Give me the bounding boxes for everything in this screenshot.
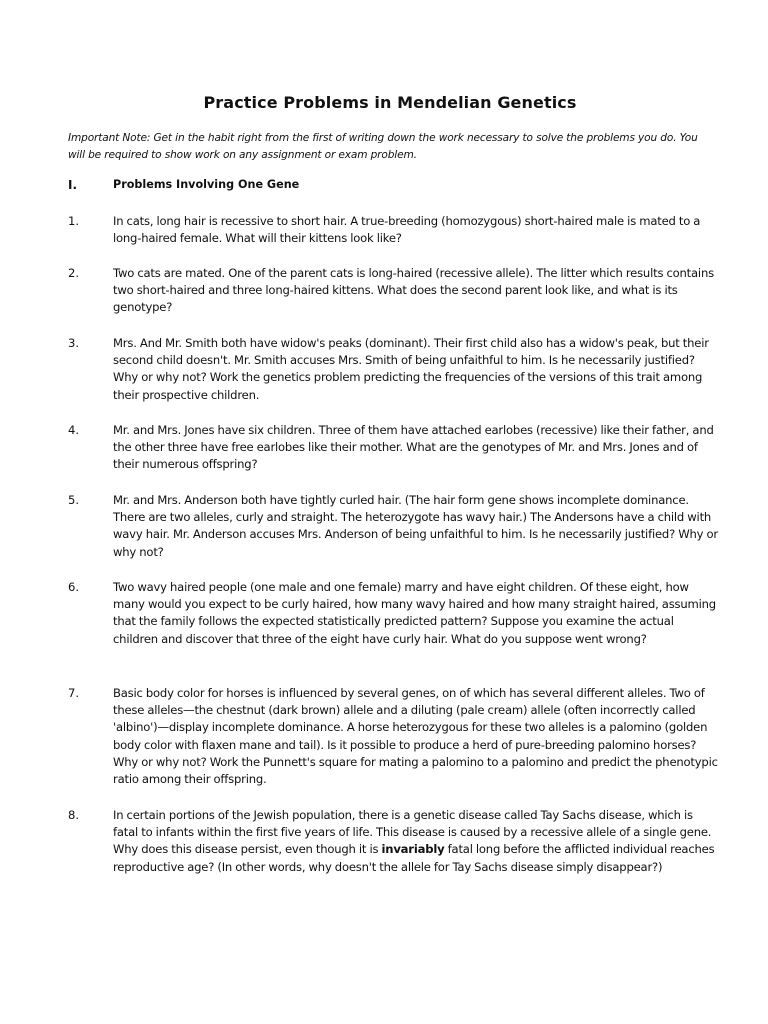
page-title: Practice Problems in Mendelian Genetics [203, 93, 577, 112]
problem-number: 4. [68, 423, 80, 437]
problem-text: Basic body color for horses is influenced by several genes, on of which has several different alleles. Two of these alleles—the chestnut (dark brown) allele and a diluting (pale cream) allele (often incorrectly called 'albino')—display incomplete dominance. A horse heterozygous for these two alleles is a palomino (golden body color with flaxen mane and tail). Is it possible to produce a herd of pure-breeding palomino horses? Why or why not? Work the Punnett's square for mating a palomino to a palomino and predict the phenotypic ratio among their offspring. [113, 686, 718, 787]
important-note: Important Note: Get in the habit right from the first of writing down the work necessary to solve the problems you do. You will be required to show work on any assignment or exam problem. [68, 132, 698, 161]
emphasized-word: invariably [381, 842, 445, 857]
problem-number: 5. [68, 493, 80, 507]
problem-text: Mr. and Mrs. Anderson both have tightly curled hair. (The hair form gene shows incomplete dominance. There are two alleles, curly and straight. The heterozygote has wavy hair.) The Andersons have a child with wavy hair. Mr. Anderson accuses Mrs. Anderson of being unfaithful to him. Is he necessarily justified? Why or why not? [113, 493, 718, 559]
problem-number: 6. [68, 580, 80, 594]
problem-text: Mr. and Mrs. Jones have six children. Three of them have attached earlobes (recessive) like their father, and the other three have free earlobes like their mother. What are the genotypes of Mr. and Mrs. Jones and of their numerous offspring? [113, 423, 714, 472]
problem-text [113, 807, 719, 876]
problem-number: 8. [68, 808, 80, 822]
problem-number: 1. [68, 214, 80, 228]
problem-number: 2. [68, 266, 80, 280]
section-number: I. [68, 178, 78, 192]
problem-number: 7. [68, 686, 80, 700]
section-title: Problems Involving One Gene [113, 178, 300, 191]
problem-text: Two wavy haired people (one male and one female) marry and have eight children. Of these eight, how many would you expect to be curly haired, how many wavy haired and how many straight haired, assuming that the family follows the expected statistically predicted pattern? Suppose you examine the actual children and discover that three of the eight have curly hair. What do you suppose went wrong? [113, 580, 716, 646]
problem-number: 3. [68, 336, 80, 350]
problem-text: Mrs. And Mr. Smith both have widow's peaks (dominant). Their first child also has a widow's peak, but their second child doesn't. Mr. Smith accuses Mrs. Smith of being unfaithful to him. Is he necessarily justified? Why or why not? Work the genetics problem predicting the frequencies of the versions of this trait among their prospective children. [113, 336, 709, 402]
problem-text-before: In certain portions of the Jewish population, there is a genetic disease called Tay Sachs disease, which is fatal to infants within the first five years of life. This disease is caused by a recessive allele of a single gene. Why does this disease persist, even though it is [113, 808, 712, 857]
problem-text: Two cats are mated. One of the parent cats is long-haired (recessive allele). The litter which results contains two short-haired and three long-haired kittens. What does the second parent look like, and what is its genotype? [113, 266, 714, 315]
problem-text: In cats, long hair is recessive to short hair. A true-breeding (homozygous) short-haired male is mated to a long-haired female. What will their kittens look like? [113, 214, 701, 246]
problem-text-after: fatal long before the afflicted individual reaches reproductive age? (In other words, why doesn't the allele for Tay Sachs disease simply disappear?) [113, 842, 715, 874]
